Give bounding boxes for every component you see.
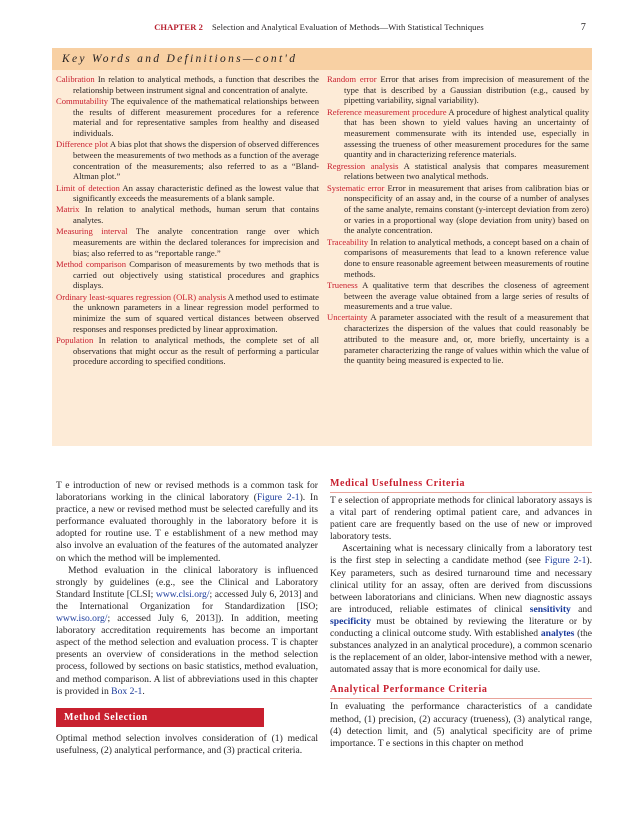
definition-term: Reference measurement procedure bbox=[327, 106, 447, 117]
key-words-box bbox=[52, 48, 592, 446]
definition-text: A procedure of highest analytical quality that has been shown to yield values having an uncertainty of measurement commensurate with its intended use, especially in assessing the trueness of other measurement procedures for the same quantity and in characterizing reference materials. bbox=[344, 106, 589, 160]
definition-text: In relation to analytical methods, a concept based on a chain of comparisons of measurements that lead to a known reference value done to ensure reasonable agreement between measurements of routine methods. bbox=[344, 236, 589, 279]
definition-text: In relation to analytical methods, human serum that contains analytes. bbox=[73, 204, 319, 226]
definition-term: Ordinary least-squares regression (OLR) analysis bbox=[56, 291, 227, 302]
key-term: analytes bbox=[540, 628, 575, 640]
definition-term: Uncertainty bbox=[327, 312, 368, 323]
subsection-heading: Analytical Performance Criteria bbox=[330, 684, 488, 696]
box-link[interactable]: Box 2-1 bbox=[111, 685, 143, 697]
definition-term: Difference plot bbox=[56, 139, 109, 150]
paragraph bbox=[330, 701, 592, 749]
definition-entry bbox=[56, 183, 319, 204]
paragraph bbox=[330, 495, 592, 543]
heading-rule bbox=[330, 492, 592, 493]
key-words-right-column bbox=[327, 74, 589, 367]
definition-entry bbox=[56, 335, 319, 367]
definition-text: A bias plot that shows the dispersion of observed differences between the measurements of two methods as a function of the average concentration of the measurements; also referred to as a “Bland-Altman plot.” bbox=[73, 139, 319, 182]
definition-entry bbox=[327, 312, 589, 366]
definition-term: Limit of detection bbox=[56, 182, 120, 193]
definition-entry bbox=[56, 74, 319, 95]
definition-text: An assay characteristic defined as the lowest value that significantly exceeds the measurements of a blank sample. bbox=[73, 182, 319, 204]
text-run: (the substances analyzed in an analytical procedure), a common scenario is the replacement of an older, labor-intensive method with a newer, automated assay that is more economical for daily use. bbox=[330, 628, 592, 676]
paragraph bbox=[330, 543, 592, 676]
definition-entry bbox=[327, 237, 589, 280]
figure-link[interactable]: Figure 2-1 bbox=[544, 555, 587, 567]
definition-term: Regression analysis bbox=[327, 160, 399, 171]
definition-text: A parameter associated with the result of a measurement that characterizes the dispersion of the values that could reasonably be attributed to the measure and, or, more briefly, uncertainty is a parameter characterizing the range of values within which the value of the quantity being measured is expected to lie. bbox=[344, 312, 589, 366]
key-words-heading: Key Words and Definitions—cont'd bbox=[52, 48, 592, 70]
definition-text: A statistical analysis that compares measurement relations between two analytical methods. bbox=[344, 160, 589, 182]
key-words-left-column bbox=[56, 74, 319, 367]
definition-entry bbox=[327, 74, 589, 106]
definition-entry bbox=[327, 280, 589, 312]
definition-entry bbox=[56, 139, 319, 182]
definition-text: In relation to analytical methods, the complete set of all observations that might occur as the result of performing a particular procedure according to specified conditions. bbox=[73, 334, 319, 367]
running-header bbox=[0, 22, 638, 36]
chapter-label: CHAPTER 2 bbox=[154, 22, 204, 32]
text-run: and bbox=[570, 603, 592, 615]
heading-rule bbox=[330, 698, 592, 699]
subsection-heading: Medical Usefulness Criteria bbox=[330, 478, 466, 489]
definition-term: Trueness bbox=[327, 279, 358, 290]
paragraph bbox=[56, 733, 318, 757]
definition-entry bbox=[56, 292, 319, 335]
text-run: ). In practice, a new or revised method must be selected carefully and its performance evaluated thoroughly in the laboratory before it is adopted for routine use. T e establishment of a new method may also involve an evaluation of the features of the automated analyzer on which the method will be implemented. bbox=[56, 492, 319, 564]
left-column bbox=[56, 480, 318, 757]
definition-text: Comparison of measurements by two methods that is carried out objectively using statistical procedures and graphics displays. bbox=[73, 258, 320, 291]
definition-entry bbox=[56, 259, 319, 291]
definition-term: Commutability bbox=[56, 95, 109, 106]
text-run: . bbox=[142, 685, 145, 697]
definition-term: Matrix bbox=[56, 204, 80, 215]
clsi-link[interactable]: www.clsi.org/ bbox=[155, 588, 210, 600]
definition-entry bbox=[56, 226, 319, 258]
definition-text: Error that arises from imprecision of measurement of the type that is described by a Gaussian distribution (e.g., caused by pipetting variability, signal variability). bbox=[344, 74, 590, 106]
paragraph bbox=[56, 480, 318, 565]
text-run: Optimal method selection involves consideration of (1) medical usefulness, (2) analytical performance, and (3) practical criteria. bbox=[56, 732, 318, 756]
right-column bbox=[330, 478, 592, 750]
text-run: ). Key parameters, such as desired turnaround time and necessary clinical utility for an assay, often are derived from discussions between laboratorians and clinicians. When new diagnostic assays are introduced, reliable estimates of clinical bbox=[330, 555, 592, 615]
definition-term: Systematic error bbox=[327, 182, 385, 193]
definition-term: Population bbox=[56, 334, 94, 345]
figure-link[interactable]: Figure 2-1 bbox=[256, 492, 300, 504]
definition-text: A qualitative term that describes the closeness of agreement between the average value obtained from a large series of results of measurements and a true value. bbox=[344, 279, 589, 312]
text-run: ; accessed July 6, 2013] and the International Organization for Standardization [ISO; bbox=[56, 588, 318, 612]
iso-link[interactable]: www.iso.org/ bbox=[56, 613, 108, 625]
text-run: T e selection of appropriate methods for clinical laboratory assays is a vital part of rendering optimal patient care, and advances in patient care are frequently based on the use of new or improved laboratory tests. bbox=[330, 495, 592, 543]
definition-text: In relation to analytical methods, a function that describes the relationship between instrument signal and concentration of analyte. bbox=[73, 74, 319, 95]
key-term: specificity bbox=[330, 615, 372, 627]
definition-term: Measuring interval bbox=[56, 226, 128, 237]
definition-entry bbox=[327, 183, 589, 237]
definition-text: The equivalence of the mathematical relationships between the results of different measurement procedures for a reference material and for representative samples from healthy and diseased individuals. bbox=[73, 95, 319, 139]
text-run: In evaluating the performance characteristics of a candidate method, (1) precision, (2) accuracy (trueness), (3) analytical range, (4) detection limit, and (5) analytical specificity are of prime importance. T e sections in this chapter on method bbox=[330, 701, 592, 749]
definition-entry bbox=[56, 204, 319, 225]
definition-term: Method comparison bbox=[56, 258, 127, 269]
definition-entry bbox=[56, 96, 319, 139]
text-run: ; accessed July 6, 2013]). In addition, meeting laboratory accreditation requirements has become an important aspect of the method selection and evaluation process. T is chapter presents an overview of considerations in the method selection process, followed by sections on basic statistics, method evaluation, and method comparison. A list of abbreviations used in this chapter is provided in bbox=[56, 613, 318, 697]
page-number: 7 bbox=[580, 22, 586, 33]
chapter-title: Selection and Analytical Evaluation of Methods—With Statistical Techniques bbox=[211, 22, 484, 32]
paragraph bbox=[56, 565, 318, 698]
key-term: sensitivity bbox=[529, 603, 571, 615]
definition-text: A method used to estimate the unknown parameters in a linear regression model performed to minimize the sum of squared vertical distances between observed responses and responses predicted by linear approximation. bbox=[73, 291, 319, 334]
definition-text: The analyte concentration range over which measurements are within the declared tolerances for imprecision and bias; also referred to as “reportable range.” bbox=[73, 226, 320, 258]
definition-entry bbox=[327, 161, 589, 182]
text-run: Method evaluation in the clinical laboratory is influenced strongly by guidelines (e.g., see the Clinical and Laboratory Standard Institute [CLSI; bbox=[56, 564, 318, 600]
definition-term: Calibration bbox=[56, 74, 95, 84]
definition-term: Traceability bbox=[327, 236, 369, 247]
section-heading: Method Selection bbox=[56, 708, 264, 727]
text-run: must be obtained by reviewing the literature or by conducting a clinical outcome study. With established bbox=[330, 615, 592, 640]
definition-term: Random error bbox=[327, 74, 377, 84]
definition-text: Error in measurement that arises from calibration bias or nonspecificity of an assay and, in the course of a number of analyses of the same analyte, remains constant (y-intercept deviation from zero) or varies in a proportional way (slope deviation from unity) based on the analyte concentration. bbox=[344, 182, 589, 236]
text-run: Ascertaining what is necessary clinically from a laboratory test is the first step in selecting a candidate method (see bbox=[330, 543, 592, 567]
definition-entry bbox=[327, 107, 589, 161]
text-run: T e introduction of new or revised methods is a common task for laboratorians working in the clinical laboratory ( bbox=[56, 480, 318, 504]
